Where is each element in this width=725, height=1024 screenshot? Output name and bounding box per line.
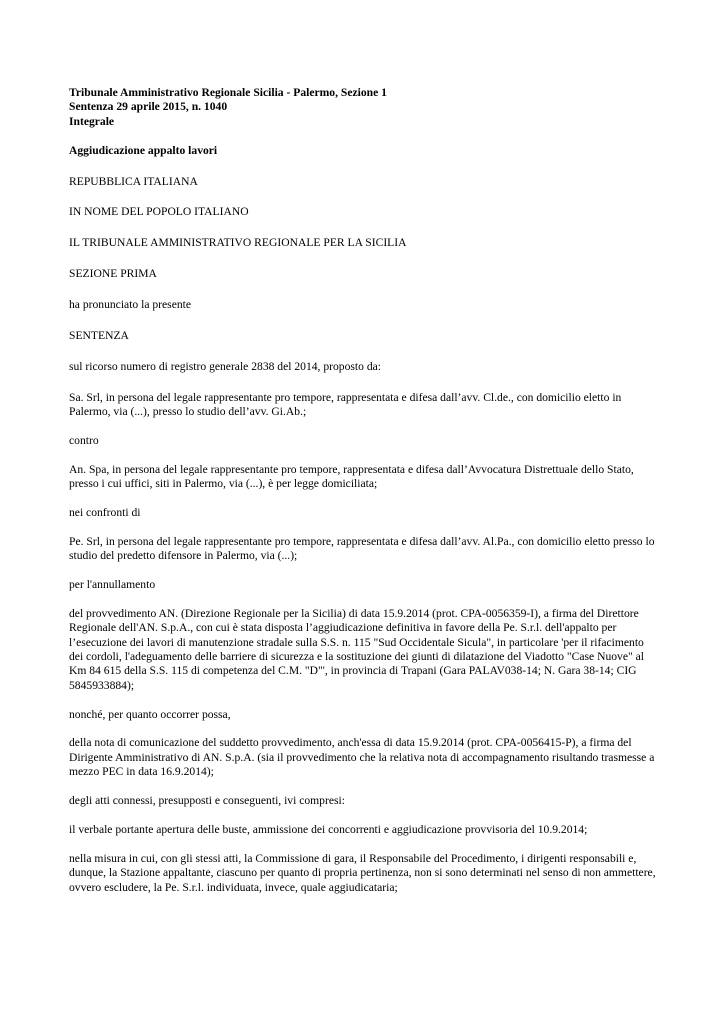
- paragraph-counterparty: Pe. Srl, in persona del legale rappresentante pro tempore, rappresentata e difesa dall’avv. Al.Pa., con domicilio eletto presso lo studio del predetto difensore in Palermo, via (...);: [69, 534, 655, 563]
- paragraph-measure: del provvedimento AN. (Direzione Regionale per la Sicilia) di data 15.9.2014 (prot. CPA-0056359-I), a firma del Direttore Regionale dell'AN. S.p.A., con cui è stata disposta l’aggiudicazione definitiva in favore della Pe. S.r.l. dell'appalto per l’esecuzione dei lavori di manutenzione stradale sulla S.S. n. 115 "Sud Occidentale Sicula", in particolare 'per il rifacimento dei cordoli, l'adeguamento delle barriere di sicurezza e la sostituzione dei giunti di dilatazione del Viadotto "Case Nuove" al Km 84 615 della S.S. 115 di competenza del C.M. "D"', in provincia di Trapani (Gara PALAV038-14; N. Gara 38-14; CIG 5845933884);: [69, 606, 644, 692]
- paragraph-tribunal: IL TRIBUNALE AMMINISTRATIVO REGIONALE PER LA SICILIA: [69, 236, 407, 250]
- sentence-reference: Sentenza 29 aprile 2015, n. 1040: [69, 100, 228, 114]
- paragraph-republic: REPUBBLICA ITALIANA: [69, 174, 198, 188]
- paragraph-furthermore: nonché, per quanto occorrer possa,: [69, 707, 231, 721]
- paragraph-sentence-heading: SENTENZA: [69, 329, 129, 343]
- document-type: Integrale: [69, 114, 115, 128]
- court-title: Tribunale Amministrativo Regionale Sicilia - Palermo, Sezione 1: [69, 86, 387, 99]
- paragraph-appeal: sul ricorso numero di registro generale 2838 del 2014, proposto da:: [69, 359, 381, 373]
- paragraph-people: IN NOME DEL POPOLO ITALIANO: [69, 205, 249, 219]
- paragraph-commission: nella misura in cui, con gli stessi atti, la Commissione di gara, il Responsabile del Procedimento, i dirigenti responsabili e, dunque, la Stazione appaltante, ciascuno per quanto di propria pertinenza, non si sono determinati nel senso di non ammettere, ovvero escludere, la Pe. S.r.l. individuata, invece, quale aggiudicataria;: [69, 851, 656, 894]
- document-subject: Aggiudicazione appalto lavori: [69, 143, 218, 157]
- document-header: [69, 86, 657, 129]
- paragraph-against: contro: [69, 434, 99, 448]
- paragraph-note: della nota di comunicazione del suddetto provvedimento, anch'essa di data 15.9.2014 (prot. CPA-0056415-P), a firma del Dirigente Amministrativo di AN. S.p.A. (sia il provvedimento che la relativa nota di accompagnamento risultando trasmesse a mezzo PEC in data 16.9.2014);: [69, 736, 655, 779]
- document-page: [69, 86, 657, 909]
- paragraph-related-acts: degli atti connessi, presupposti e conseguenti, ivi compresi:: [69, 794, 345, 808]
- paragraph-section: SEZIONE PRIMA: [69, 267, 157, 281]
- paragraph-pronounced: ha pronunciato la presente: [69, 298, 192, 312]
- paragraph-respondent: An. Spa, in persona del legale rappresentante pro tempore, rappresentata e difesa dall’Avvocatura Distrettuale dello Stato, presso i cui uffici, siti in Palermo, via (...), è per legge domiciliata;: [69, 462, 634, 491]
- paragraph-annulment-intro: per l'annullamento: [69, 578, 156, 592]
- paragraph-appellant: Sa. Srl, in persona del legale rappresentante pro tempore, rappresentata e difesa dall’avv. Cl.de., con domicilio eletto in Palermo, via (...), presso lo studio dell’avv. Gi.Ab.;: [69, 390, 622, 419]
- paragraph-counterparty-intro: nei confronti di: [69, 506, 141, 520]
- paragraph-minutes: il verbale portante apertura delle buste, ammissione dei concorrenti e aggiudicazione provvisoria del 10.9.2014;: [69, 822, 588, 836]
